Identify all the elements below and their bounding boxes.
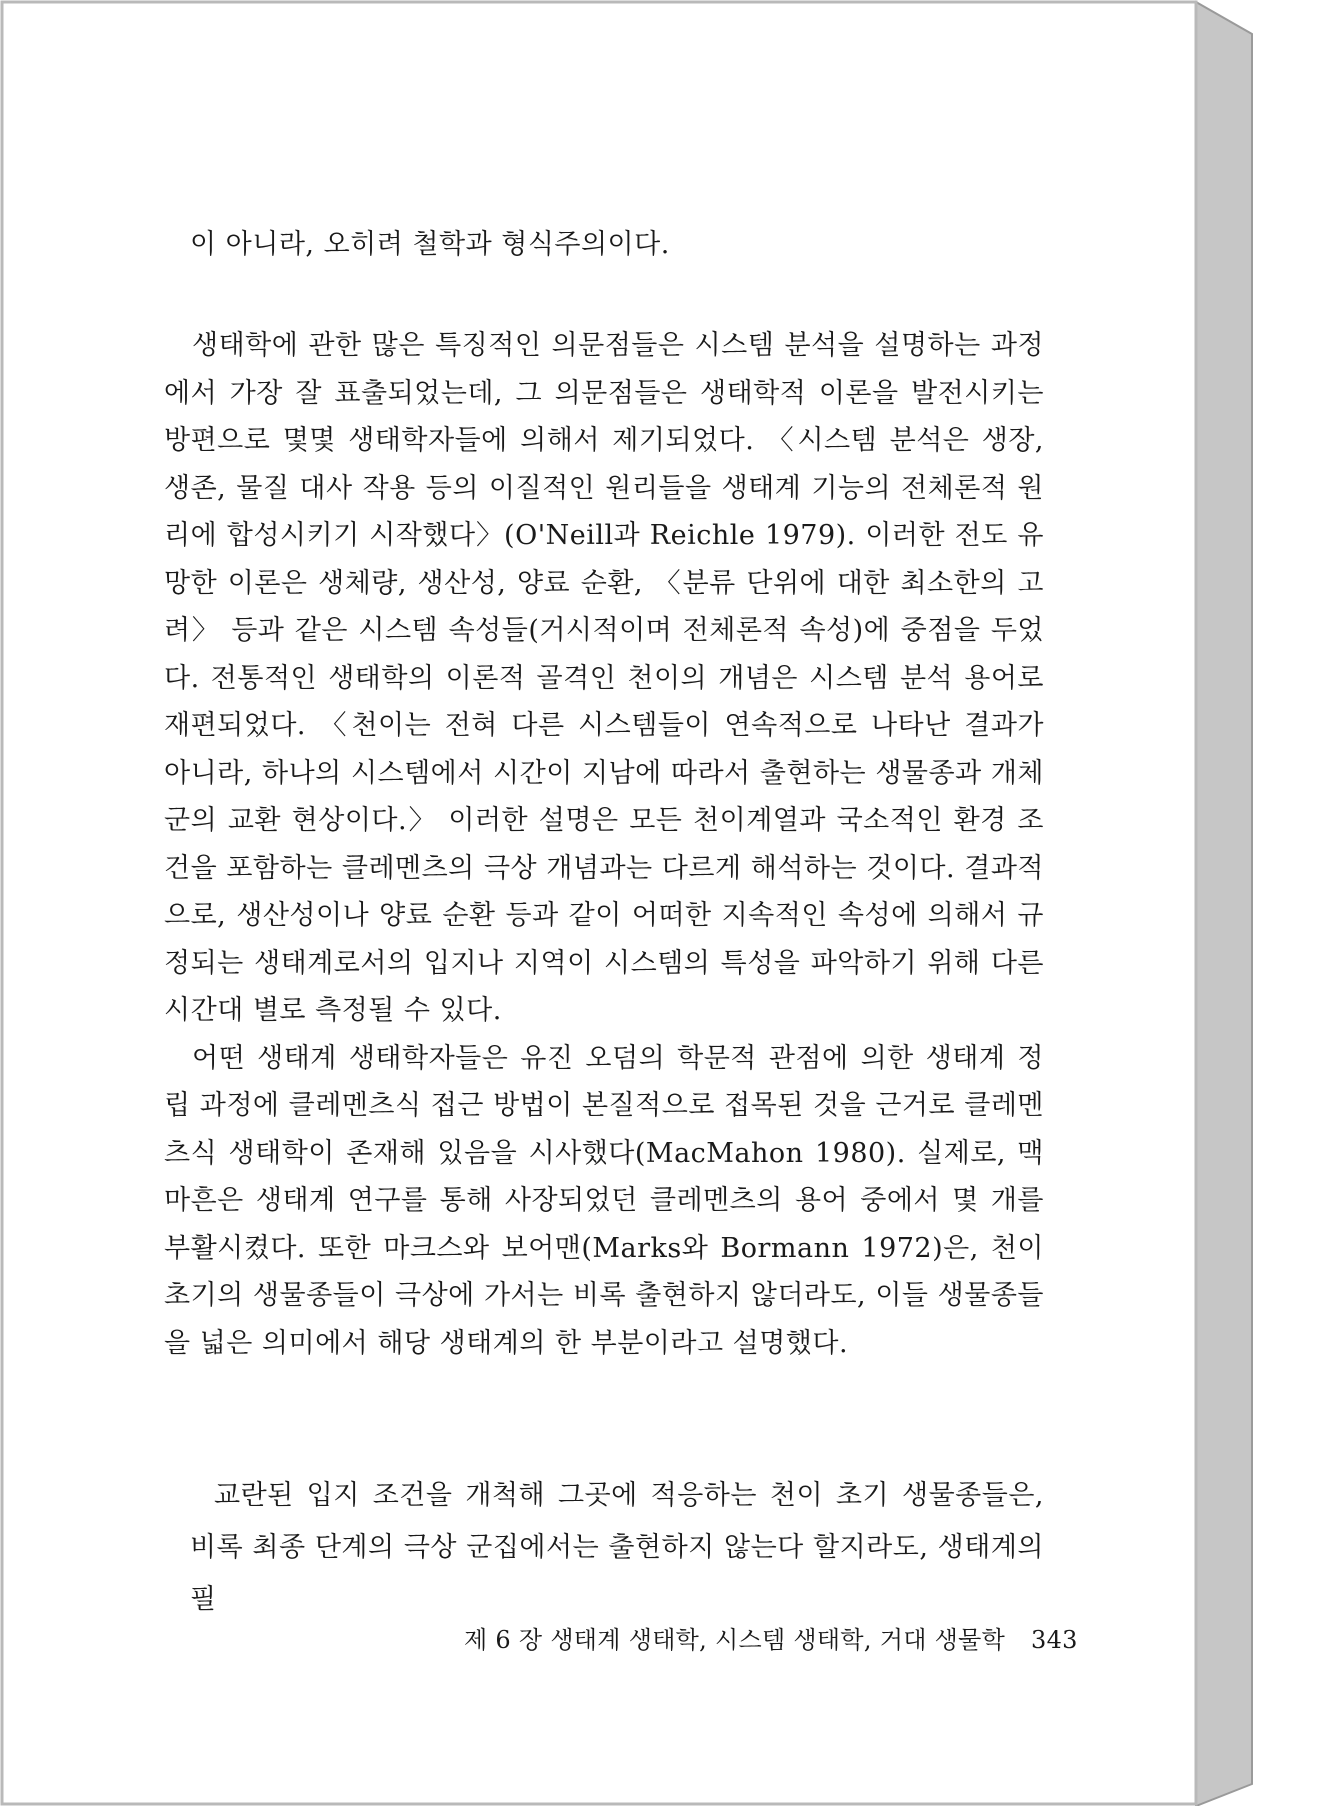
page-number: 343 bbox=[1031, 1626, 1078, 1654]
book-side-edge bbox=[1196, 2, 1252, 1806]
paragraph-2: 어떤 생태계 생태학자들은 유진 오덤의 학문적 관점에 의한 생태계 정립 과정에 클레멘츠식 접근 방법이 본질적으로 접목된 것을 근거로 클레멘츠식 생태학이 존재해 있음을 시사했다(MacMahon 1980). 실제로, 맥마흔은 생태계 연구를 통해 사장되었던 클레멘츠의 용어 중에서 몇 개를 부활시켰다. 또한 마크스와 보어맨(Marks와 Bormann 1972)은, 천이 초기의 생물종들이 극상에 가서는 비록 출현하지 않더라도, 이들 생물종들을 넓은 의미에서 해당 생태계의 한 부분이라고 설명했다. bbox=[164, 1042, 1044, 1359]
block-quote: 교란된 입지 조건을 개척해 그곳에 적응하는 천이 초기 생물종들은, 비록 최종 단계의 극상 군집에서는 출현하지 않는다 할지라도, 생태계의 필 bbox=[190, 1480, 1044, 1615]
paragraph-1: 생태학에 관한 많은 특징적인 의문점들은 시스템 분석을 설명하는 과정에서 가장 잘 표출되었는데, 그 의문점들은 생태학적 이론을 발전시키는 방편으로 몇몇 생태학자들에 의해서 제기되었다. 〈시스템 분석은 생장, 생존, 물질 대사 작용 등의 이질적인 원리들을 생태계 기능의 전체론적 원리에 합성시키기 시작했다〉(O'Neill과 Reichle 1979). 이러한 전도 유망한 이론은 생체량, 생산성, 양료 순환, 〈분류 단위에 대한 최소한의 고려〉 등과 같은 시스템 속성들(거시적이며 전체론적 속성)에 중점을 두었다. 전통적인 생태학의 이론적 골격인 천이의 개념은 시스템 분석 용어로 재편되었다. 〈천이는 전혀 다른 시스템들이 연속적으로 나타난 결과가 아니라, 하나의 시스템에서 시간이 지남에 따라서 출현하는 생물종과 개체군의 교환 현상이다.〉 이러한 설명은 모든 천이계열과 국소적인 환경 조건을 포함하는 클레멘츠의 극상 개념과는 다르게 해석하는 것이다. 결과적으로, 생산성이나 양료 순환 등과 같이 어떠한 지속적인 속성에 의해서 규정되는 생태계로서의 입지나 지역이 시스템의 특성을 파악하기 위해 다른 시간대 별로 측정될 수 있다. bbox=[164, 330, 1044, 1026]
lead-line: 이 아니라, 오히려 철학과 형식주의이다. bbox=[190, 229, 670, 260]
running-footer bbox=[464, 1620, 1078, 1655]
chapter-title: 제 6 장 생태계 생태학, 시스템 생태학, 거대 생물학 bbox=[464, 1626, 1006, 1654]
body-text bbox=[164, 322, 1044, 1367]
